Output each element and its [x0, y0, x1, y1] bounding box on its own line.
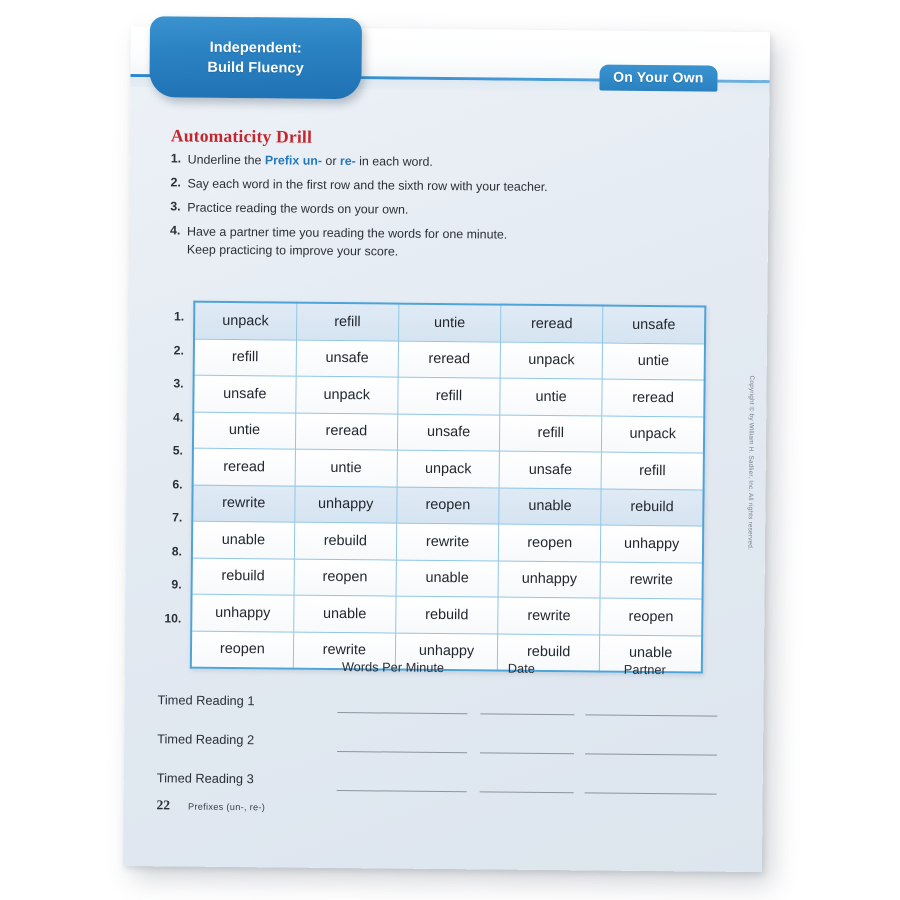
- word-cell[interactable]: reopen: [600, 598, 703, 635]
- word-grid-row: [194, 302, 705, 344]
- word-cell[interactable]: rebuild: [497, 634, 600, 672]
- word-cell[interactable]: unsafe: [193, 375, 296, 412]
- lesson-tab: [149, 16, 362, 99]
- word-cell[interactable]: reopen: [294, 559, 397, 596]
- word-cell[interactable]: unhappy: [601, 525, 704, 562]
- word-cell[interactable]: unhappy: [294, 486, 397, 523]
- word-cell[interactable]: refill: [601, 452, 704, 489]
- word-cell[interactable]: rewrite: [293, 632, 396, 670]
- worksheet-page: [123, 26, 770, 872]
- word-grid-row: [194, 339, 705, 380]
- word-cell[interactable]: rewrite: [498, 597, 601, 634]
- timed-reading-label: Timed Reading 3: [156, 770, 254, 787]
- partner-write-line[interactable]: [585, 753, 717, 755]
- word-cell[interactable]: reopen: [498, 524, 601, 561]
- timed-reading-label: Timed Reading 2: [157, 731, 255, 748]
- instruction-text-line2: Keep practicing to improve your score.: [186, 242, 399, 259]
- word-cell[interactable]: reread: [501, 305, 604, 343]
- word-cell[interactable]: unsafe: [499, 451, 602, 488]
- copyright-notice: Copyright © by William H. Sadlier, Inc. All rights reserved.: [745, 375, 755, 550]
- instruction-text-mid: or: [321, 153, 340, 169]
- word-grid-row-number: 3.: [173, 376, 184, 391]
- word-grid-row: [193, 448, 704, 489]
- word-grid-row-number: 5.: [172, 443, 183, 458]
- word-cell[interactable]: unable: [396, 560, 499, 597]
- word-grid-table: [190, 301, 707, 674]
- word-cell[interactable]: refill: [194, 339, 297, 376]
- instruction-number: 2.: [170, 175, 181, 190]
- instruction-text: [188, 152, 433, 172]
- instruction-list: [170, 151, 701, 270]
- word-cell[interactable]: untie: [602, 343, 705, 380]
- word-grid-row: [192, 558, 703, 599]
- word-cell[interactable]: rewrite: [396, 523, 499, 560]
- wpm-write-line[interactable]: [337, 712, 467, 714]
- word-cell[interactable]: unsafe: [397, 414, 500, 451]
- word-cell[interactable]: rewrite: [192, 485, 295, 522]
- word-grid-row: [193, 412, 704, 453]
- word-grid-row-number: 10.: [164, 610, 182, 626]
- word-cell[interactable]: unhappy: [498, 561, 601, 598]
- word-cell[interactable]: unhappy: [191, 594, 294, 631]
- word-cell[interactable]: unhappy: [395, 633, 498, 671]
- word-grid-row-number: 8.: [171, 543, 183, 559]
- word-grid-row-number: 9.: [171, 577, 182, 592]
- word-cell[interactable]: unsafe: [603, 306, 706, 344]
- partner-write-line[interactable]: [585, 714, 717, 716]
- word-grid-row: [191, 594, 702, 635]
- word-cell[interactable]: unpack: [500, 342, 603, 379]
- lesson-tab-line2: Build Fluency: [207, 59, 304, 77]
- word-grid-row: [192, 521, 703, 562]
- word-grid-row-number: 4.: [173, 409, 184, 425]
- instruction-text-post: in each word.: [355, 154, 433, 169]
- word-cell[interactable]: unpack: [194, 302, 297, 340]
- word-grid-row-number: 1.: [173, 309, 185, 324]
- word-grid-section: [161, 300, 706, 662]
- footer: [156, 797, 265, 814]
- word-cell[interactable]: refill: [398, 377, 501, 414]
- word-cell[interactable]: reopen: [397, 487, 500, 524]
- word-cell[interactable]: untie: [295, 449, 398, 486]
- word-cell[interactable]: rebuild: [294, 522, 397, 559]
- word-cell[interactable]: unable: [293, 595, 396, 632]
- instruction-text: [187, 224, 508, 262]
- instruction-number: 1.: [170, 151, 182, 166]
- word-grid-row-numbers: [158, 300, 187, 635]
- word-cell[interactable]: refill: [499, 415, 602, 452]
- column-header-words-per-minute: Words Per Minute: [341, 659, 445, 676]
- instruction-number: 3.: [170, 199, 181, 214]
- instruction-text-pre: Have a partner time you reading the words for one minute.: [186, 224, 508, 242]
- lesson-tab-line1: Independent:: [209, 39, 302, 57]
- timed-reading-row: [157, 683, 717, 727]
- page-number: 22: [156, 797, 171, 813]
- instruction-text-pre: Underline the: [187, 152, 265, 168]
- date-write-line[interactable]: [480, 713, 574, 715]
- word-cell[interactable]: rebuild: [601, 489, 704, 526]
- word-grid-row: [193, 375, 704, 416]
- page-title: Automaticity Drill: [170, 125, 313, 147]
- instruction-item: [170, 200, 700, 223]
- word-cell[interactable]: unable: [600, 635, 703, 673]
- word-cell[interactable]: untie: [398, 304, 501, 342]
- word-cell[interactable]: untie: [500, 378, 603, 415]
- column-header-partner: Partner: [623, 661, 666, 678]
- instruction-item: [171, 151, 701, 174]
- wpm-write-line[interactable]: [337, 751, 467, 753]
- word-cell[interactable]: unpack: [295, 376, 398, 413]
- word-cell[interactable]: reread: [295, 413, 398, 450]
- word-cell[interactable]: rebuild: [396, 596, 499, 633]
- instruction-item: [170, 175, 700, 198]
- word-grid-row-number: 2.: [173, 342, 184, 358]
- date-write-line[interactable]: [480, 752, 574, 754]
- instruction-text: Practice reading the words on your own.: [187, 200, 409, 217]
- prefix-un-highlight: Prefix un-: [264, 153, 323, 168]
- word-grid-row-number: 6.: [172, 476, 183, 492]
- word-cell[interactable]: unable: [192, 521, 295, 558]
- word-cell[interactable]: unable: [499, 488, 602, 525]
- word-cell[interactable]: unsafe: [296, 340, 399, 377]
- word-cell[interactable]: refill: [296, 303, 399, 341]
- instruction-text: Say each word in the first row and the sixth row with your teacher.: [187, 176, 548, 195]
- word-cell[interactable]: unpack: [602, 416, 705, 453]
- prefix-re-highlight: re-: [339, 154, 356, 169]
- wpm-write-line[interactable]: [337, 790, 467, 792]
- word-cell[interactable]: rebuild: [192, 558, 295, 595]
- footer-topic: Prefixes (un-, re-): [187, 801, 266, 813]
- word-cell[interactable]: reread: [602, 379, 705, 416]
- date-write-line[interactable]: [480, 791, 574, 793]
- timed-reading-label: Timed Reading 1: [157, 692, 255, 709]
- word-grid-row-number: 7.: [172, 510, 183, 525]
- partner-write-line[interactable]: [585, 792, 717, 794]
- timed-reading-row: [157, 722, 717, 766]
- lesson-tab-label: [207, 37, 304, 78]
- word-cell[interactable]: reread: [193, 448, 296, 485]
- column-header-date: Date: [507, 660, 535, 676]
- word-grid-body: [191, 302, 705, 676]
- word-cell[interactable]: unpack: [397, 450, 500, 487]
- timed-reading-section: [157, 657, 718, 805]
- word-cell[interactable]: rewrite: [600, 562, 703, 599]
- word-grid-row: [192, 485, 703, 526]
- word-cell[interactable]: untie: [193, 412, 296, 449]
- instruction-number: 4.: [169, 223, 181, 238]
- instruction-item: [170, 224, 700, 264]
- on-your-own-tab: On Your Own: [599, 64, 718, 91]
- word-cell[interactable]: reopen: [191, 631, 294, 669]
- word-cell[interactable]: reread: [398, 341, 501, 378]
